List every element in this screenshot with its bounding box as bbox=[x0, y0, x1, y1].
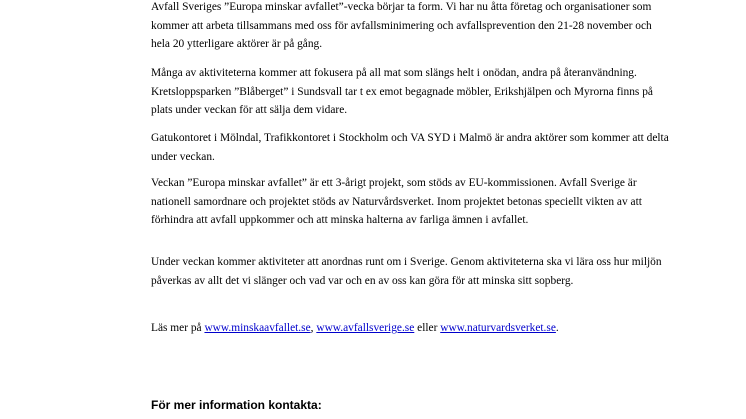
paragraph-project: Veckan ”Europa minskar avfallet” är ett 3-årigt projekt, som stöds av EU-kommissionen. Avfall Sverige är nationell samordnare och projektet stöds av Naturvårdsverket. Inom projektet betonas speciellt vikten av att förhindra att avfall uppkommer och att minska halterna av farliga ämnen i avfallet. bbox=[151, 177, 642, 227]
paragraph-links bbox=[151, 319, 671, 338]
links-separator-2: eller bbox=[414, 322, 441, 334]
paragraph-participants: Gatukontoret i Mölndal, Trafikkontoret i Stockholm och VA SYD i Malmö är andra aktörer som kommer att delta under veckan. bbox=[151, 132, 669, 163]
link-avfallsverige[interactable]: www.avfallsverige.se bbox=[316, 322, 415, 334]
links-prefix: Läs mer på bbox=[151, 322, 205, 334]
contact-heading: För mer information kontakta: bbox=[151, 398, 322, 412]
paragraph-events: Under veckan kommer aktiviteter att anordnas runt om i Sverige. Genom aktiviteterna ska vi lära oss hur miljön påverkas av allt det vi slänger och vad var och en av oss kan göra för att minska sitt sopberg. bbox=[151, 256, 662, 287]
link-naturvardsverket[interactable]: www.naturvardsverket.se bbox=[440, 322, 556, 334]
links-separator-1: , bbox=[310, 322, 317, 334]
links-suffix: . bbox=[555, 322, 559, 334]
paragraph-activities: Många av aktiviteterna kommer att fokusera på all mat som slängs helt i onödan, andra på återanvändning. Kretsloppsparken ”Blåberget” i Sundsvall tar t ex emot begagnade möbler, Erikshjälpen och Myrorna finns på plats under veckan för att sälja dem vidare. bbox=[151, 67, 653, 117]
link-minskaavfallet[interactable]: www.minskaavfallet.se bbox=[204, 322, 311, 334]
paragraph-intro: Avfall Sveriges ”Europa minskar avfallet”-vecka börjar ta form. Vi har nu åtta företag och organisationer som kommer att arbeta tillsammans med oss för avfallsminimering och avfallsprevention den 21-28 november och hela 20 ytterligare aktörer är på gång. bbox=[151, 1, 652, 51]
